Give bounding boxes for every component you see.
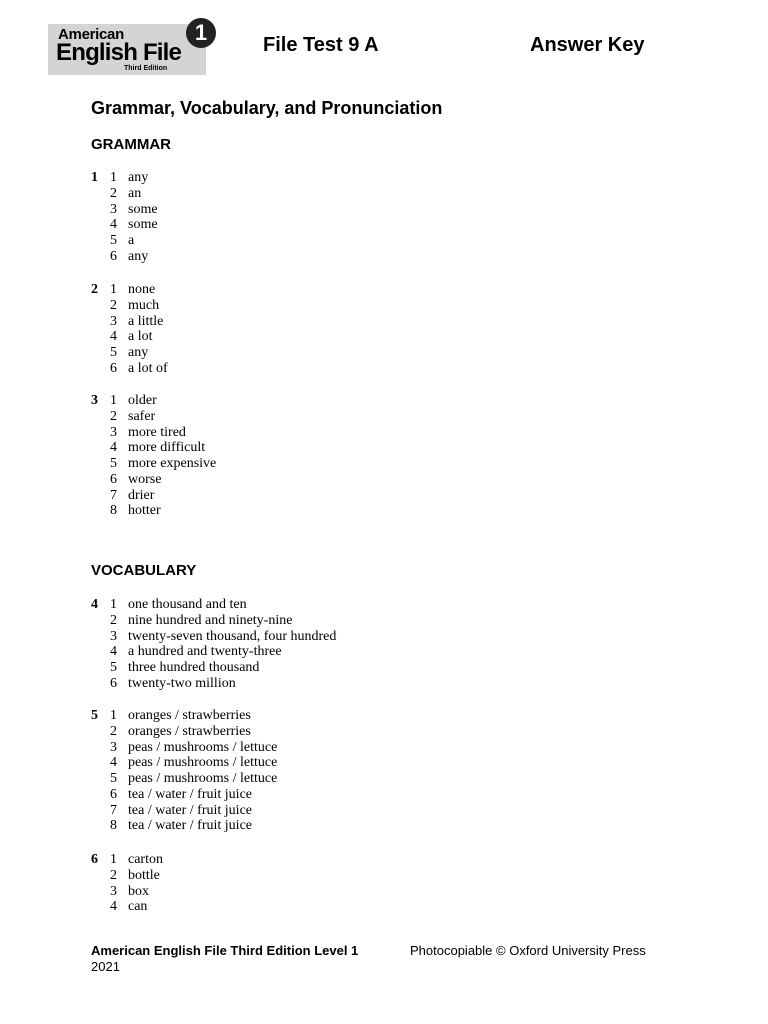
answer-text: oranges / strawberries	[128, 708, 251, 723]
answer-key-label: Answer Key	[530, 34, 645, 56]
answer-text: any	[128, 170, 149, 185]
item-number: 7	[110, 802, 117, 818]
answer-text: more expensive	[128, 456, 217, 471]
answer-text: a	[128, 233, 135, 248]
item-number: 6	[110, 471, 117, 487]
item-number: 4	[110, 899, 117, 915]
answer-text: hotter	[128, 503, 161, 519]
answer-text: tea / water / fruit juice	[128, 786, 252, 802]
item-number: 5	[110, 456, 117, 471]
item-number: 4	[110, 644, 117, 660]
item-number: 3	[110, 883, 117, 899]
item-number: 2	[110, 408, 117, 424]
exercise-number: 4	[91, 597, 98, 612]
item-number: 2	[110, 867, 117, 883]
answer-text: peas / mushrooms / lettuce	[128, 739, 278, 755]
answer-text: can	[128, 899, 148, 915]
answer-text: some	[128, 217, 158, 233]
item-number: 1	[110, 708, 117, 723]
exercise-number: 1	[91, 170, 98, 185]
answer-text: peas / mushrooms / lettuce	[128, 755, 278, 771]
page-title: File Test 9 A	[263, 34, 379, 56]
item-number: 5	[110, 660, 117, 675]
answer-text: one thousand and ten	[128, 597, 247, 612]
item-number: 3	[110, 424, 117, 440]
section-heading: Grammar, Vocabulary, and Pronunciation	[91, 98, 443, 118]
answer-text: oranges / strawberries	[128, 723, 251, 739]
item-number: 4	[110, 329, 117, 345]
answer-text: more difficult	[128, 440, 206, 456]
vocabulary-heading: VOCABULARY	[91, 562, 197, 579]
answer-text: worse	[128, 471, 162, 487]
answer-text: nine hundred and ninety-nine	[128, 612, 293, 628]
answer-text: a little	[128, 313, 164, 329]
item-number: 4	[110, 755, 117, 771]
answer-text: some	[128, 201, 158, 217]
answer-text: peas / mushrooms / lettuce	[128, 771, 278, 786]
answer-text: three hundred thousand	[128, 660, 260, 675]
answer-text: any	[128, 345, 149, 360]
american-english-file-logo	[48, 24, 206, 75]
item-number: 6	[110, 786, 117, 802]
answer-text: twenty-seven thousand, four hundred	[128, 628, 337, 644]
answer-text: a lot of	[128, 360, 168, 376]
item-number: 1	[110, 597, 117, 612]
item-number: 8	[110, 818, 117, 834]
logo-level-badge: 1	[186, 18, 216, 48]
answer-text: tea / water / fruit juice	[128, 818, 252, 834]
item-number: 2	[110, 297, 117, 313]
item-number: 3	[110, 201, 117, 217]
answer-text: carton	[128, 852, 163, 867]
exercise-number: 3	[91, 393, 98, 408]
item-number: 6	[110, 675, 117, 691]
item-number: 5	[110, 345, 117, 360]
exercise-number: 2	[91, 282, 98, 297]
answer-text: safer	[128, 408, 156, 424]
item-number: 3	[110, 313, 117, 329]
item-number: 1	[110, 170, 117, 185]
answer-text: older	[128, 393, 157, 408]
item-number: 2	[110, 723, 117, 739]
item-number: 1	[110, 282, 117, 297]
exercise-number: 6	[91, 852, 98, 867]
answer-text: an	[128, 185, 142, 201]
item-number: 1	[110, 852, 117, 867]
answer-text: more tired	[128, 424, 186, 440]
item-number: 6	[110, 248, 117, 264]
logo-edition: Third Edition	[124, 65, 168, 72]
answer-text: twenty-two million	[128, 675, 236, 691]
footer-book-info	[91, 943, 358, 975]
answer-text: box	[128, 883, 149, 899]
item-number: 2	[110, 185, 117, 201]
item-number: 4	[110, 440, 117, 456]
answer-text: none	[128, 282, 156, 297]
item-number: 1	[110, 393, 117, 408]
logo-line-1: American	[58, 26, 124, 43]
answer-text: a hundred and twenty-three	[128, 644, 282, 660]
item-number: 6	[110, 360, 117, 376]
item-number: 2	[110, 612, 117, 628]
item-number: 3	[110, 739, 117, 755]
answer-text: a lot	[128, 329, 153, 345]
footer-copyright: Photocopiable © Oxford University Press	[410, 943, 646, 958]
item-number: 3	[110, 628, 117, 644]
answer-text: tea / water / fruit juice	[128, 802, 252, 818]
answer-text: much	[128, 297, 160, 313]
footer-book-title: American English File Third Edition Level 1	[91, 943, 359, 958]
item-number: 5	[110, 771, 117, 786]
item-number: 8	[110, 503, 117, 519]
item-number: 7	[110, 487, 117, 503]
answer-text: any	[128, 248, 149, 264]
logo-line-2: English File	[56, 39, 182, 66]
answer-text: drier	[128, 487, 155, 503]
grammar-heading: GRAMMAR	[91, 136, 171, 153]
footer-year: 2021	[91, 959, 120, 974]
exercise-number: 5	[91, 708, 98, 723]
item-number: 5	[110, 233, 117, 248]
answer-text: bottle	[128, 867, 160, 883]
item-number: 4	[110, 217, 117, 233]
